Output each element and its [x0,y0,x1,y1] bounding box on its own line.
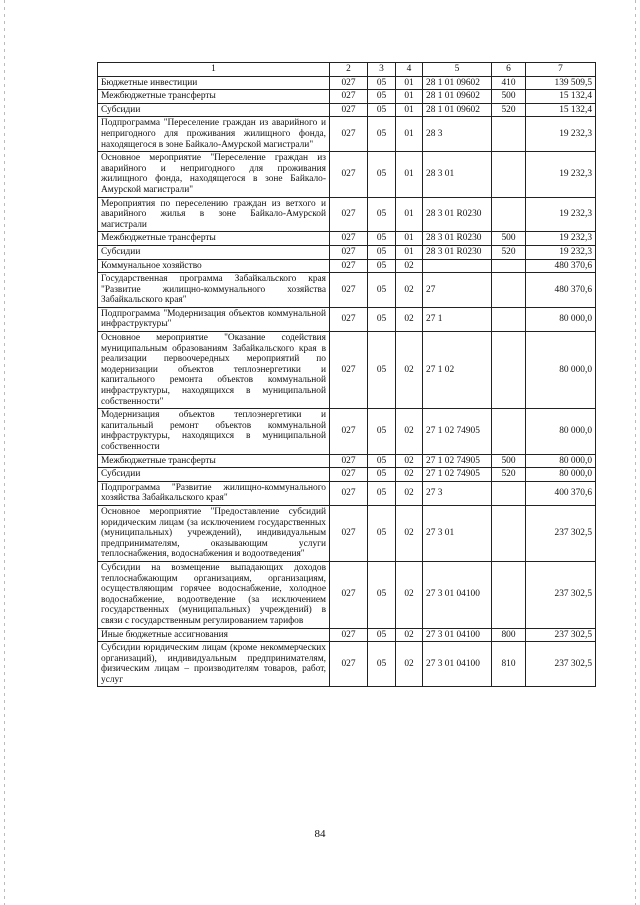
row-subsection: 02 [396,259,423,273]
row-subsection: 02 [396,454,423,468]
table-row [98,307,596,331]
table-row [98,117,596,152]
row-name: Субсидии [98,468,330,482]
row-section: 05 [368,232,396,246]
table-row [98,332,596,409]
row-subsection: 01 [396,197,423,232]
row-admin-code: 027 [330,481,368,505]
row-name: Межбюджетные трансферты [98,454,330,468]
row-expense-type [492,307,526,331]
row-amount: 237 302,5 [526,561,596,628]
row-subsection: 02 [396,642,423,687]
row-admin-code: 027 [330,259,368,273]
table-header-row [98,63,596,77]
row-admin-code: 027 [330,307,368,331]
row-section: 05 [368,481,396,505]
row-target-article: 27 3 01 04100 [423,642,492,687]
row-subsection: 01 [396,152,423,197]
row-target-article: 27 1 02 74905 [423,409,492,454]
table-row [98,481,596,505]
row-subsection: 02 [396,468,423,482]
page-number: 84 [314,828,326,840]
row-admin-code: 027 [330,197,368,232]
table-row [98,245,596,259]
table-row [98,561,596,628]
row-target-article: 28 1 01 09602 [423,90,492,104]
row-target-article: 28 3 01 [423,152,492,197]
row-target-article: 28 1 01 09602 [423,76,492,90]
table-row [98,152,596,197]
header-col-5: 5 [423,63,492,77]
row-admin-code: 027 [330,245,368,259]
header-col-1: 1 [98,63,330,77]
table-row [98,273,596,308]
row-subsection: 02 [396,273,423,308]
row-subsection: 02 [396,307,423,331]
row-subsection: 02 [396,628,423,642]
row-admin-code: 027 [330,232,368,246]
row-target-article: 28 3 [423,117,492,152]
row-amount: 15 132,4 [526,103,596,117]
row-subsection: 02 [396,561,423,628]
row-expense-type [492,259,526,273]
budget-table [97,62,596,687]
row-expense-type [492,505,526,561]
row-admin-code: 027 [330,505,368,561]
table-row [98,90,596,104]
row-subsection: 02 [396,332,423,409]
table-row [98,259,596,273]
row-section: 05 [368,628,396,642]
row-name: Основное мероприятие "Предоставление субсидий юридическим лицам (за исключением государственных (муниципальных) учреждений), индивидуальным предпринимателям, оказывающим услуги теплоснабжения, водоснабжения и водоотведения" [98,505,330,561]
row-admin-code: 027 [330,152,368,197]
row-subsection: 01 [396,90,423,104]
row-admin-code: 027 [330,468,368,482]
row-amount: 19 232,3 [526,117,596,152]
row-expense-type [492,152,526,197]
table-row [98,454,596,468]
row-admin-code: 027 [330,454,368,468]
row-amount: 237 302,5 [526,505,596,561]
table-row [98,409,596,454]
row-amount: 19 232,3 [526,245,596,259]
row-expense-type [492,561,526,628]
row-name: Подпрограмма "Переселение граждан из аварийного и непригодного для проживания жилищного фонда, находящегося в зоне Байкало-Амурской магистрали" [98,117,330,152]
table-row [98,642,596,687]
row-section: 05 [368,307,396,331]
row-target-article: 27 3 01 [423,505,492,561]
row-section: 05 [368,197,396,232]
row-target-article: 27 [423,273,492,308]
row-amount: 237 302,5 [526,642,596,687]
header-col-7: 7 [526,63,596,77]
row-name: Межбюджетные трансферты [98,232,330,246]
row-admin-code: 027 [330,642,368,687]
row-expense-type [492,197,526,232]
row-amount: 480 370,6 [526,259,596,273]
row-section: 05 [368,642,396,687]
header-col-3: 3 [368,63,396,77]
row-target-article: 28 3 01 R0230 [423,197,492,232]
table-row [98,76,596,90]
row-section: 05 [368,409,396,454]
row-expense-type [492,273,526,308]
row-expense-type: 800 [492,628,526,642]
row-section: 05 [368,76,396,90]
row-section: 05 [368,259,396,273]
header-col-4: 4 [396,63,423,77]
row-expense-type: 500 [492,232,526,246]
row-admin-code: 027 [330,117,368,152]
row-name: Бюджетные инвестиции [98,76,330,90]
table-row [98,197,596,232]
row-target-article: 27 1 02 [423,332,492,409]
row-target-article: 27 1 02 74905 [423,468,492,482]
row-amount: 19 232,3 [526,232,596,246]
row-target-article: 27 1 02 74905 [423,454,492,468]
table-row [98,232,596,246]
row-target-article: 28 1 01 09602 [423,103,492,117]
row-amount: 139 509,5 [526,76,596,90]
row-target-article: 27 1 [423,307,492,331]
row-target-article: 28 3 01 R0230 [423,232,492,246]
row-admin-code: 027 [330,273,368,308]
row-subsection: 02 [396,481,423,505]
page-edge-left [4,0,5,905]
table-row [98,505,596,561]
row-admin-code: 027 [330,103,368,117]
row-admin-code: 027 [330,90,368,104]
row-section: 05 [368,117,396,152]
row-section: 05 [368,332,396,409]
row-target-article: 27 3 [423,481,492,505]
row-name: Коммунальное хозяйство [98,259,330,273]
row-expense-type [492,332,526,409]
row-section: 05 [368,103,396,117]
table-row [98,468,596,482]
row-name: Межбюджетные трансферты [98,90,330,104]
row-name: Основное мероприятие "Оказание содействия муниципальным образованиям Забайкальского края в реализации первоочередных мероприятий по модернизации объектов теплоэнергетики и капитального ремонта объектов коммунальной инфраструктуры, находящихся в муниципальной собственности" [98,332,330,409]
row-subsection: 01 [396,232,423,246]
row-amount: 400 370,6 [526,481,596,505]
row-subsection: 01 [396,76,423,90]
row-name: Подпрограмма "Развитие жилищно-коммунального хозяйства Забайкальского края" [98,481,330,505]
row-subsection: 02 [396,409,423,454]
row-amount: 80 000,0 [526,307,596,331]
row-section: 05 [368,468,396,482]
row-expense-type: 520 [492,468,526,482]
row-amount: 19 232,3 [526,152,596,197]
row-subsection: 01 [396,103,423,117]
row-expense-type: 520 [492,245,526,259]
row-admin-code: 027 [330,628,368,642]
row-expense-type: 500 [492,90,526,104]
row-section: 05 [368,152,396,197]
row-expense-type: 410 [492,76,526,90]
row-name: Субсидии [98,103,330,117]
row-subsection: 01 [396,245,423,259]
row-admin-code: 027 [330,409,368,454]
row-expense-type: 520 [492,103,526,117]
row-amount: 80 000,0 [526,468,596,482]
row-subsection: 01 [396,117,423,152]
row-admin-code: 027 [330,561,368,628]
row-name: Подпрограмма "Модернизация объектов коммунальной инфраструктуры" [98,307,330,331]
row-subsection: 02 [396,505,423,561]
row-name: Мероприятия по переселению граждан из ветхого и аварийного жилья в зоне Байкало-Амурской магистрали [98,197,330,232]
row-name: Основное мероприятие "Переселение граждан из аварийного и непригодного для проживания жилищного фонда, находящегося в зоне Байкало-Амурской магистрали" [98,152,330,197]
row-section: 05 [368,245,396,259]
row-amount: 19 232,3 [526,197,596,232]
row-expense-type [492,409,526,454]
row-amount: 15 132,4 [526,90,596,104]
row-expense-type [492,481,526,505]
row-expense-type: 810 [492,642,526,687]
header-col-6: 6 [492,63,526,77]
row-expense-type: 500 [492,454,526,468]
row-target-article: 27 3 01 04100 [423,628,492,642]
row-amount: 80 000,0 [526,454,596,468]
row-expense-type [492,117,526,152]
row-name: Иные бюджетные ассигнования [98,628,330,642]
row-amount: 480 370,6 [526,273,596,308]
table-row [98,628,596,642]
row-section: 05 [368,561,396,628]
row-admin-code: 027 [330,332,368,409]
row-name: Субсидии на возмещение выпадающих доходов теплоснабжающим организациям, организациям, осуществляющим горячее водоснабжение, холодное водоснабжение, водоотведение (за исключением государственных (муниципальных) учреждений) в связи с государственным регулированием тарифов [98,561,330,628]
table-body [98,76,596,687]
table-row [98,103,596,117]
row-amount: 80 000,0 [526,409,596,454]
row-target-article: 27 3 01 04100 [423,561,492,628]
row-name: Государственная программа Забайкальского края "Развитие жилищно-коммунального хозяйства Забайкальского края" [98,273,330,308]
page-edge-right [635,0,636,905]
row-section: 05 [368,454,396,468]
row-section: 05 [368,90,396,104]
row-admin-code: 027 [330,76,368,90]
row-target-article [423,259,492,273]
row-name: Субсидии [98,245,330,259]
row-section: 05 [368,505,396,561]
header-col-2: 2 [330,63,368,77]
row-target-article: 28 3 01 R0230 [423,245,492,259]
row-name: Субсидии юридическим лицам (кроме некоммерческих организаций), индивидуальным предпринимателям, физическим лицам – производителям товаров, работ, услуг [98,642,330,687]
row-amount: 80 000,0 [526,332,596,409]
row-amount: 237 302,5 [526,628,596,642]
row-section: 05 [368,273,396,308]
row-name: Модернизация объектов теплоэнергетики и капитальный ремонт объектов коммунальной инфраструктуры, находящихся в муниципальной собственности [98,409,330,454]
